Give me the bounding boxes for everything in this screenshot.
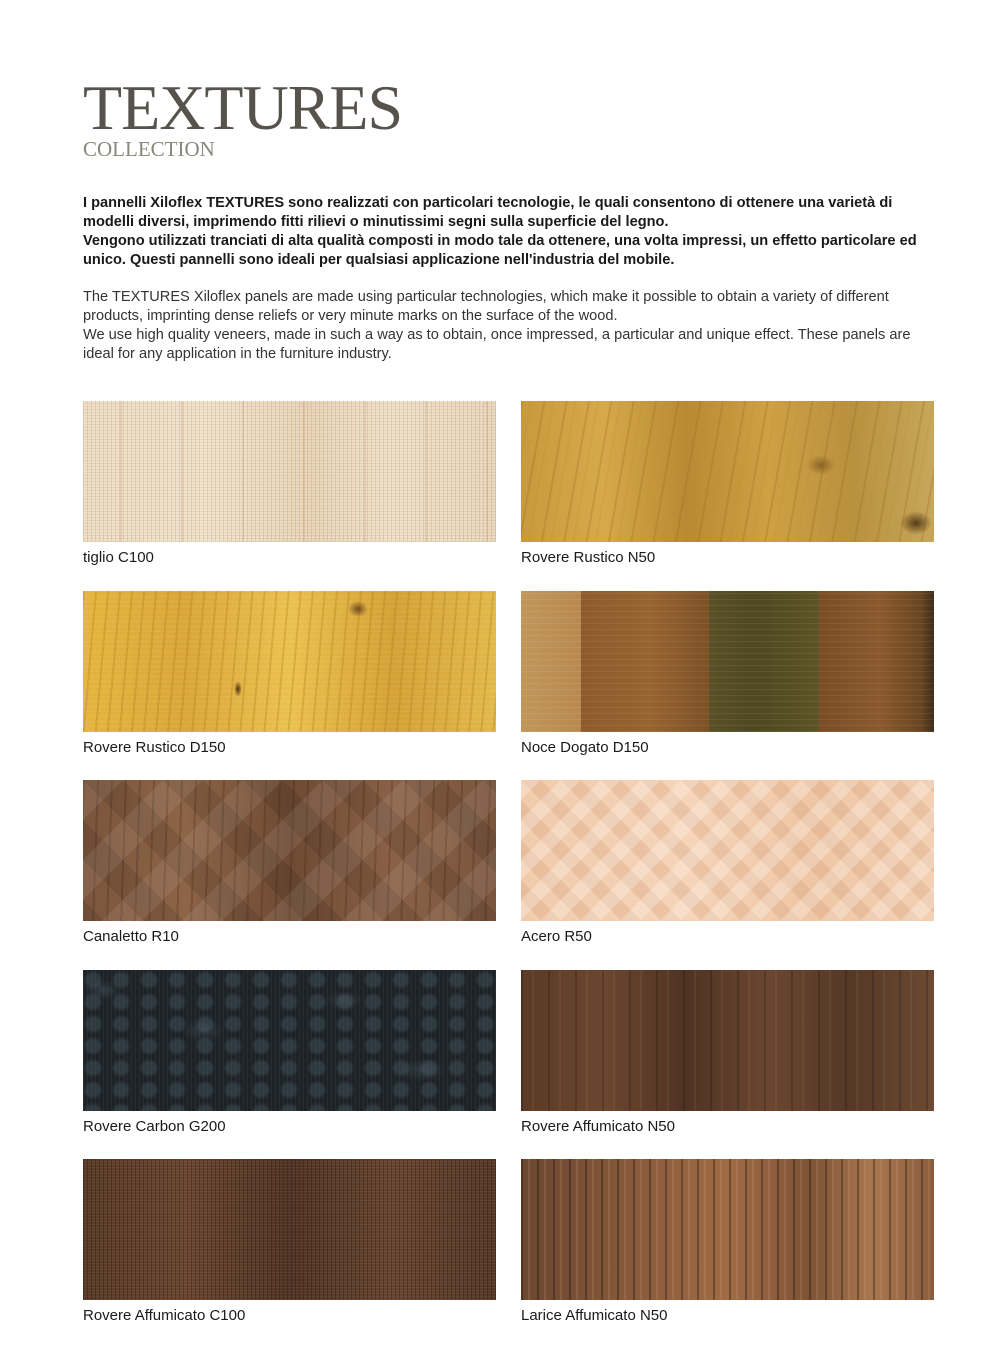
texture-tile-rovere-affumicato-n50: [521, 970, 934, 1160]
texture-label: Larice Affumicato N50: [521, 1307, 668, 1324]
intro-italian-paragraph-1: I pannelli Xiloflex TEXTURES sono realizzati con particolari tecnologie, le quali consentono di ottenere una varietà di modelli diversi, imprimendo fitti rilievi o minutissimi segni sulla superficie del legno.: [83, 195, 893, 230]
texture-label: Rovere Affumicato C100: [83, 1307, 246, 1324]
texture-grid: [83, 401, 934, 1349]
texture-tile-rovere-rustico-n50: [521, 401, 934, 591]
intro-italian-paragraph-2: Vengono utilizzati tranciati di alta qualità composti in modo tale da ottenere, una volta impressi, un effetto particolare ed unico. Questi pannelli sono ideali per qualsiasi applicazione nell'industria del mobile.: [83, 233, 917, 268]
texture-tile-rovere-rustico-d150: [83, 591, 496, 781]
texture-swatch-image: [83, 1159, 496, 1300]
texture-label: Rovere Affumicato N50: [521, 1117, 675, 1135]
texture-swatch-image: [521, 1159, 934, 1300]
texture-swatch-image: [83, 401, 496, 542]
texture-tile-rovere-affumicato-c100: [83, 1159, 496, 1349]
texture-label: Noce Dogato D150: [521, 738, 649, 756]
texture-tile-tiglio-c100: [83, 401, 496, 591]
texture-swatch-image: [521, 591, 934, 732]
texture-label: Rovere Rustico D150: [83, 738, 226, 756]
texture-tile-acero-r50: [521, 780, 934, 970]
texture-swatch-image: [83, 591, 496, 732]
page-title: TEXTURES: [83, 72, 403, 143]
texture-tile-larice-affumicato-n50: [521, 1159, 934, 1349]
texture-tile-rovere-carbon-g200: [83, 970, 496, 1160]
intro-text: [83, 194, 933, 364]
texture-tile-noce-dogato-d150: [521, 591, 934, 781]
page-subtitle: COLLECTION: [83, 137, 215, 161]
intro-english-paragraph-2: We use high quality veneers, made in such a way as to obtain, once impressed, a particular and unique effect. These panels are ideal for any application in the furniture industry.: [83, 327, 911, 362]
texture-label: Rovere Carbon G200: [83, 1117, 226, 1135]
texture-swatch-image: [83, 970, 496, 1111]
intro-english-paragraph-1: The TEXTURES Xiloflex panels are made using particular technologies, which make it possible to obtain a variety of different products, imprinting dense reliefs or very minute marks on the surface of the wood.: [83, 289, 889, 324]
texture-label: Canaletto R10: [83, 928, 179, 945]
header: [83, 72, 403, 161]
texture-tile-canaletto-r10: [83, 780, 496, 970]
texture-label: Acero R50: [521, 928, 592, 945]
texture-swatch-image: [521, 401, 934, 542]
texture-label: Rovere Rustico N50: [521, 549, 656, 566]
texture-swatch-image: [83, 780, 496, 921]
texture-label: tiglio C100: [83, 549, 154, 566]
texture-swatch-image: [521, 780, 934, 921]
texture-swatch-image: [521, 970, 934, 1111]
